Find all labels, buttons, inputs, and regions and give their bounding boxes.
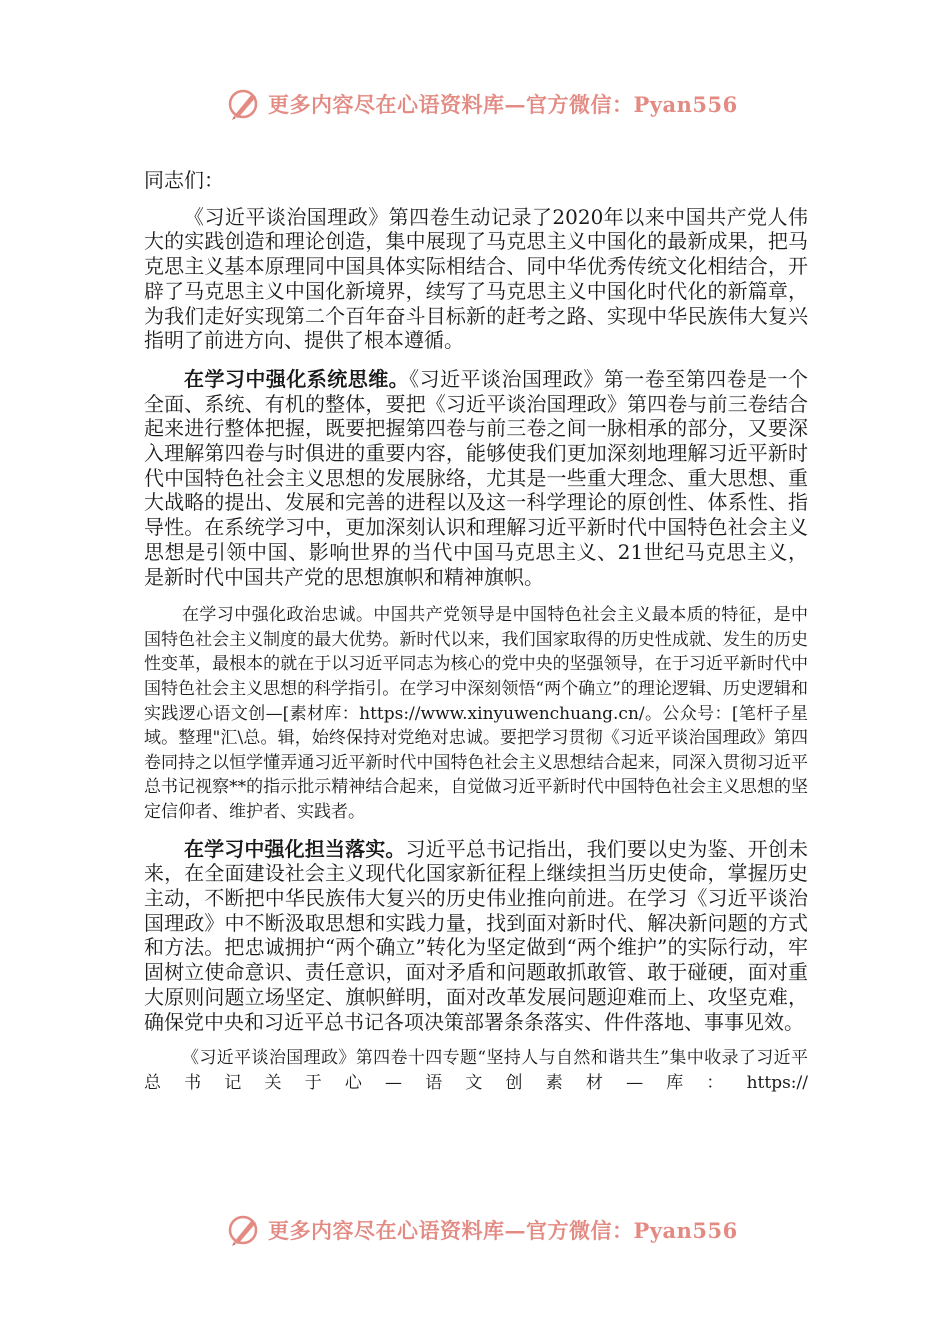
paragraph-responsibility — [144, 837, 808, 1035]
paragraph-systematic-thinking — [144, 367, 808, 589]
paragraph-political-loyalty: 在学习中强化政治忠诚。中国共产党领导是中国特色社会主义最本质的特征，是中国特色社会主义制度的最大优势。新时代以来，我们国家取得的历史性成就、发生的历史性变革，最根本的就在于以习近平同志为核心的党中央的坚强领导，在于习近平新时代中国特色社会主义思想的科学指引。在学习中深刻领悟“两个确立”的理论逻辑、历史逻辑和实践逻心语文创—[素材库：https://www.xinyuwenchuang.cn/。公众号：[笔杆子星域。整理"汇\总。辑，始终保持对党绝对忠诚。要把学习贯彻《习近平谈治国理政》第四卷同持之以恒学懂弄通习近平新时代中国特色社会主义思想结合起来，同深入贯彻习近平总书记视察**的指示批示精神结合起来，自觉做习近平新时代中国特色社会主义思想的坚定信仰者、维护者、实践者。 — [144, 605, 808, 822]
paragraph-lead-heading: 在学习中强化系统思维。 — [184, 366, 410, 391]
greeting: 同志们： — [144, 168, 224, 192]
pen-logo-icon — [226, 86, 262, 122]
pen-logo-icon — [226, 1212, 262, 1248]
document-body — [144, 168, 808, 1095]
banner-text: 更多内容尽在心语资料库—官方微信：Pyan556 — [268, 92, 738, 117]
header-banner — [226, 84, 738, 124]
paragraph-lead-heading: 在学习中强化担当落实。 — [184, 836, 406, 861]
paragraph-intro: 《习近平谈治国理政》第四卷生动记录了2020年以来中国共产党人伟大的实践创造和理论创造，集中展现了马克思主义中国化的最新成果，把马克思主义基本原理同中国具体实际相结合、同中华优秀传统文化相结合，开辟了马克思主义中国化新境界，续写了马克思主义中国化时代化的新篇章，为我们走好实现第二个百年奋斗目标新的赶考之路、实现中华民族伟大复兴指明了前进方向、提供了根本遵循。 — [144, 204, 808, 353]
paragraph-body: 习近平总书记指出，我们要以史为鉴、开创未来，在全面建设社会主义现代化国家新征程上继续担当历史使命，掌握历史主动，不断把中华民族伟大复兴的历史伟业推向前进。在学习《习近平谈治国理政》中不断汲取思想和实践力量，找到面对新时代、解决新问题的方式和方法。把忠诚拥护“两个确立”转化为坚定做到“两个维护”的实际行动，牢固树立使命意识、责任意识，面对矛盾和问题敢抓敢管、敢于碰硬，面对重大原则问题立场坚定、旗帜鲜明，面对改革发展问题迎难而上、攻坚克难，确保党中央和习近平总书记各项决策部署条条落实、件件落地、事事见效。 — [144, 836, 809, 1034]
paragraph-body: 《习近平谈治国理政》第一卷至第四卷是一个全面、系统、有机的整体，要把《习近平谈治国理政》第四卷与前三卷结合起来进行整体把握，既要把握第四卷与前三卷之间一脉相承的部分，又要深入理解第四卷与时俱进的重要内容，能够使我们更加深刻地理解习近平新时代中国特色社会主义思想的发展脉络，尤其是一些重大理念、重大思想、重大战略的提出、发展和完善的进程以及这一科学理论的原创性、体系性、指导性。在系统学习中，更加深刻认识和理解习近平新时代中国特色社会主义思想是引领中国、影响世界的当代中国马克思主义、21世纪马克思主义，是新时代中国共产党的思想旗帜和精神旗帜。 — [144, 366, 809, 589]
banner-text: 更多内容尽在心语资料库—官方微信：Pyan556 — [268, 1218, 738, 1243]
paragraph-ecology: 《习近平谈治国理政》第四卷十四专题“坚持人与自然和谐共生”集中收录了习近平总书记关于心—语文创素材—库：https:// — [144, 1048, 808, 1093]
footer-banner — [226, 1210, 738, 1250]
